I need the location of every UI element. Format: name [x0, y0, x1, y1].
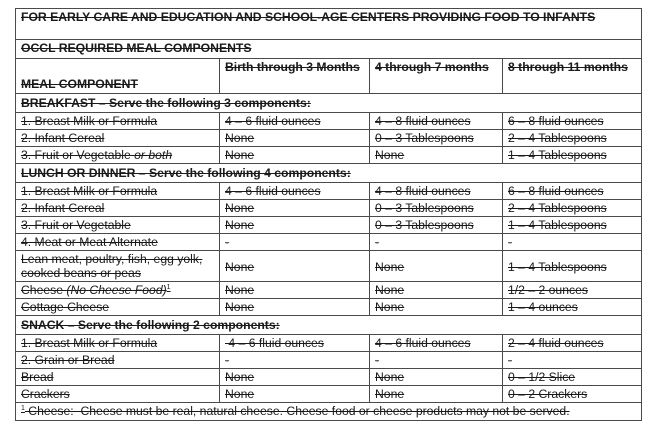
column-header-row	[16, 59, 642, 94]
cell-component: 2. Infant Cereal	[16, 200, 220, 217]
cell-age2: -	[370, 352, 503, 369]
cell-age2: -	[370, 234, 503, 251]
cell-component	[16, 147, 220, 164]
cell-age1: -	[220, 352, 370, 369]
section-header-snack	[16, 316, 642, 335]
component-text: Cheese	[21, 283, 64, 297]
cell-age2: 4 – 8 fluid ounces	[370, 183, 503, 200]
cell-age3: -	[503, 352, 642, 369]
cell-age3: 0 – 2 Crackers	[503, 386, 642, 403]
cell-component: Cottage Cheese	[16, 299, 220, 316]
table-row	[16, 234, 642, 251]
cell-age2: 4 – 6 fluid ounces	[370, 335, 503, 352]
cell-age2: 0 – 3 Tablespoons	[370, 217, 503, 234]
cell-age1: 4 – 6 fluid ounces	[220, 113, 370, 130]
cell-age2: None	[370, 386, 503, 403]
cell-age1: None	[220, 299, 370, 316]
table-title-row	[16, 9, 642, 40]
cell-age1: None	[220, 282, 370, 299]
component-qualifier: (No Cheese Food)	[66, 283, 167, 297]
cell-age2: None	[370, 251, 503, 282]
section-heading: LUNCH OR DINNER – Serve the following 4 components:	[16, 164, 642, 183]
column-header-component: MEAL COMPONENT	[16, 59, 220, 94]
cell-age1: None	[220, 251, 370, 282]
table-row	[16, 335, 642, 352]
cell-component: 1. Breast Milk or Formula	[16, 335, 220, 352]
table-subtitle: OCCL REQUIRED MEAL COMPONENTS	[16, 40, 642, 59]
cell-age1: None	[220, 217, 370, 234]
component-text: 3. Fruit or Vegetable	[21, 148, 131, 162]
table-row	[16, 299, 642, 316]
cell-component: 1. Breast Milk or Formula	[16, 113, 220, 130]
table-row	[16, 130, 642, 147]
cell-age3: 2 – 4 Tablespoons	[503, 200, 642, 217]
cell-age3: 1 – 4 Tablespoons	[503, 251, 642, 282]
table-row	[16, 183, 642, 200]
cell-component: 2. Grain or Bread	[16, 352, 220, 369]
meal-components-table	[15, 8, 642, 421]
cell-age1: -	[220, 234, 370, 251]
cell-component: Bread	[16, 369, 220, 386]
footnote-mark: 1	[166, 284, 171, 291]
cell-age1: None	[220, 130, 370, 147]
section-heading: BREAKFAST – Serve the following 3 components:	[16, 94, 642, 113]
table-subtitle-row	[16, 40, 642, 59]
cell-component: 4. Meat or Meat Alternate	[16, 234, 220, 251]
table-row	[16, 386, 642, 403]
section-heading: SNACK – Serve the following 2 components:	[16, 316, 642, 335]
table-row	[16, 200, 642, 217]
cell-age2: 4 – 8 fluid ounces	[370, 113, 503, 130]
table-row	[16, 352, 642, 369]
cell-age3: 1 – 4 Tablespoons	[503, 147, 642, 164]
table-row	[16, 282, 642, 299]
footnote-mark: 1	[21, 405, 25, 412]
cell-age3: 6 – 8 fluid ounces	[503, 113, 642, 130]
table-title: FOR EARLY CARE AND EDUCATION AND SCHOOL-AGE CENTERS PROVIDING FOOD TO INFANTS	[16, 9, 642, 40]
cell-component: 1. Breast Milk or Formula	[16, 183, 220, 200]
table-row	[16, 217, 642, 234]
cell-component	[16, 282, 220, 299]
cell-age3: 2 – 4 Tablespoons	[503, 130, 642, 147]
cell-age3: 1 – 4 ounces	[503, 299, 642, 316]
cell-age1: None	[220, 200, 370, 217]
cell-age1: 4 – 6 fluid ounces	[220, 335, 370, 352]
cell-component: Crackers	[16, 386, 220, 403]
cell-age3: 0 – 1/2 Slice	[503, 369, 642, 386]
table-row	[16, 251, 642, 282]
cell-age2: 0 – 3 Tablespoons	[370, 200, 503, 217]
column-header-8-11m: 8 through 11 months	[503, 59, 642, 94]
cell-age3: 1/2 – 2 ounces	[503, 282, 642, 299]
cell-age3: 2 – 4 fluid ounces	[503, 335, 642, 352]
table-row	[16, 147, 642, 164]
component-qualifier: or both	[134, 148, 173, 162]
cell-age2: 0 – 3 Tablespoons	[370, 130, 503, 147]
section-header-breakfast	[16, 94, 642, 113]
cell-component: 2. Infant Cereal	[16, 130, 220, 147]
cell-age2: None	[370, 147, 503, 164]
cell-age3: 6 – 8 fluid ounces	[503, 183, 642, 200]
column-header-birth-3m: Birth through 3 Months	[220, 59, 370, 94]
cell-age3: -	[503, 234, 642, 251]
cell-age1: None	[220, 147, 370, 164]
cell-age2: None	[370, 369, 503, 386]
footnote	[16, 403, 642, 421]
table-row	[16, 369, 642, 386]
cell-age1: None	[220, 369, 370, 386]
cell-component: Lean meat, poultry, fish, egg yolk, cooked beans or peas	[16, 251, 220, 282]
column-header-4-7m: 4 through 7 months	[370, 59, 503, 94]
cell-age1: None	[220, 386, 370, 403]
cell-age1: 4 – 6 fluid ounces	[220, 183, 370, 200]
section-header-lunch	[16, 164, 642, 183]
footnote-text: Cheese: Cheese must be real, natural cheese. Cheese food or cheese products may not be served.	[24, 404, 570, 418]
cell-age2: None	[370, 299, 503, 316]
footnote-row	[16, 403, 642, 421]
cell-age2: None	[370, 282, 503, 299]
table-row	[16, 113, 642, 130]
cell-age3: 1 – 4 Tablespoons	[503, 217, 642, 234]
cell-component: 3. Fruit or Vegetable	[16, 217, 220, 234]
